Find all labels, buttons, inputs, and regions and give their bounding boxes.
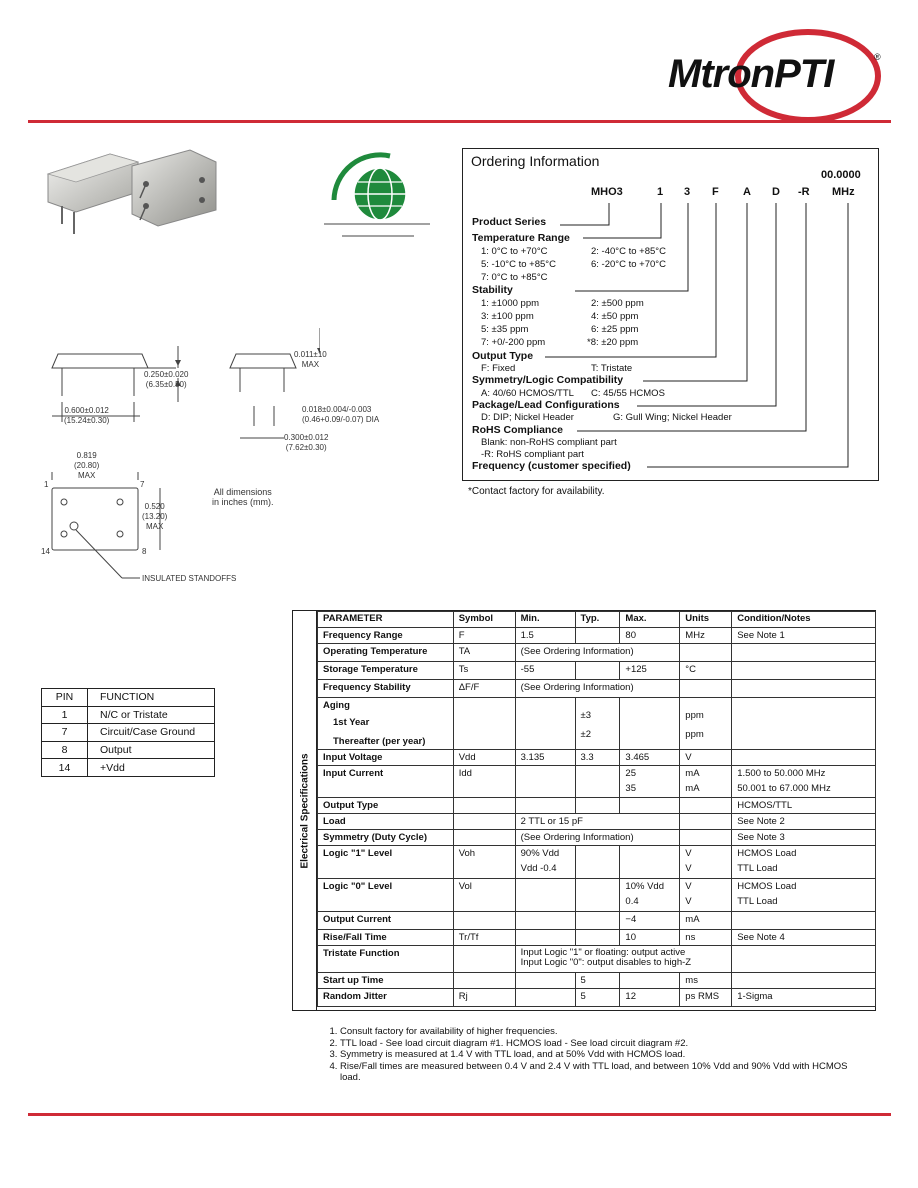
table-row (318, 946, 876, 973)
stability-option: 1: ±1000 ppm (481, 298, 540, 309)
note-item: 2. TTL load - See load circuit diagram #1. HCMOS load - See load circuit diagram #2. (340, 1038, 866, 1050)
units-value: ppm (685, 729, 704, 740)
section-output-type: Output Type (472, 350, 534, 362)
max-cell (620, 698, 680, 750)
units-note: All dimensions (213, 487, 272, 497)
max-cell: 10 (620, 930, 680, 946)
standoffs-label: INSULATED STANDOFFS (142, 574, 237, 583)
pin-label-1: 1 (44, 480, 49, 489)
symbol-cell (453, 798, 515, 814)
table-row (318, 644, 876, 662)
code-symmetry: A (743, 186, 751, 198)
units-value: ppm (685, 710, 704, 721)
notes-cell: See Note 2 (732, 814, 876, 830)
temp-option: 1: 0°C to +70°C (481, 246, 548, 257)
notes-cell: See Note 3 (732, 830, 876, 846)
column-header: Symbol (453, 612, 515, 628)
min-value: 90% Vdd (520, 848, 560, 859)
table-row (42, 724, 215, 742)
symbol-cell: Vdd (453, 750, 515, 766)
value-cell: (See Ordering Information) (515, 830, 680, 846)
brand-registered: ® (874, 52, 881, 62)
min-cell (515, 766, 575, 798)
electrical-spec-table (317, 611, 876, 1007)
dim-standoff-max: MAX (301, 360, 320, 369)
table-row (42, 759, 215, 777)
column-header: Condition/Notes (732, 612, 876, 628)
param-cell: Rise/Fall Time (318, 930, 454, 946)
units-cell (680, 814, 732, 830)
column-header: PIN (42, 689, 88, 707)
stability-option: 4: ±50 ppm (591, 311, 639, 322)
symbol-cell: Tr/Tf (453, 930, 515, 946)
aging-first-year: 1st Year (333, 717, 370, 728)
temp-option: 2: -40°C to +85°C (591, 246, 666, 257)
package-option: D: DIP; Nickel Header (481, 412, 574, 423)
param-cell (318, 698, 454, 750)
min-cell (515, 846, 575, 879)
stability-option: 6: ±25 ppm (591, 324, 639, 335)
table-row (318, 989, 876, 1007)
notes-cell (732, 912, 876, 930)
param-cell: Output Current (318, 912, 454, 930)
notes-cell (732, 846, 876, 879)
typ-cell (575, 846, 620, 879)
notes-cell (732, 946, 876, 973)
table-row (318, 930, 876, 946)
param-cell: Output Type (318, 798, 454, 814)
param-cell: Logic "0" Level (318, 879, 454, 912)
symbol-cell (453, 946, 515, 973)
max-cell: +125 (620, 662, 680, 680)
table-row (318, 879, 876, 912)
min-cell (515, 930, 575, 946)
symbol-cell (453, 814, 515, 830)
param-cell: Frequency Stability (318, 680, 454, 698)
min-cell (515, 973, 575, 989)
header-rule (28, 120, 891, 123)
pin-label-7: 7 (140, 480, 145, 489)
max-value: 25 (625, 768, 636, 779)
table-row (42, 741, 215, 759)
param-cell: Start up Time (318, 973, 454, 989)
note-item: 4. Rise/Fall times are measured between 0.4 V and 2.4 V with TTL load, and between 10% Vdd and 90% Vdd with HCMOS load. (340, 1061, 866, 1084)
code-series: MHO3 (591, 186, 623, 198)
code-unit: MHz (832, 186, 855, 198)
table-row (318, 912, 876, 930)
notes-cell (732, 680, 876, 698)
min-value: Vdd -0.4 (520, 863, 557, 874)
typ-cell (575, 930, 620, 946)
value-cell (515, 946, 732, 973)
footer-rule (28, 1113, 891, 1116)
typ-cell (575, 798, 620, 814)
dim-length-mm: (20.80) (74, 461, 100, 470)
min-cell (515, 912, 575, 930)
column-header: FUNCTION (88, 689, 215, 707)
note-value: TTL Load (737, 863, 778, 874)
dim-height-mm: (6.35±0.50) (145, 380, 187, 389)
symmetry-option: C: 45/55 HCMOS (591, 388, 665, 399)
table-row (318, 830, 876, 846)
product-photo (40, 140, 240, 240)
ordering-title: Ordering Information (471, 153, 600, 169)
symbol-cell: F (453, 628, 515, 644)
tristate-line: Input Logic "1" or floating: output active (520, 947, 686, 958)
units-value: V (685, 896, 692, 907)
units-cell: ps RMS (680, 989, 732, 1007)
stability-option: 5: ±35 ppm (481, 324, 529, 335)
typ-value: ±3 (580, 710, 591, 721)
code-package: D (772, 186, 780, 198)
dim-width: 0.520 (144, 502, 165, 511)
typ-cell: 3.3 (575, 750, 620, 766)
function-cell: +Vdd (88, 759, 215, 777)
notes-cell (732, 662, 876, 680)
note-value: 1.500 to 50.000 MHz (737, 768, 826, 779)
note-value: 50.001 to 67.000 MHz (737, 783, 831, 794)
max-cell: 12 (620, 989, 680, 1007)
spec-side-label (293, 611, 317, 1010)
column-header: PARAMETER (318, 612, 454, 628)
note-value: HCMOS Load (737, 848, 797, 859)
symbol-cell: Voh (453, 846, 515, 879)
max-cell (620, 846, 680, 879)
symbol-cell: Rj (453, 989, 515, 1007)
typ-cell (575, 879, 620, 912)
dim-height: 0.250±0.020 (144, 370, 189, 379)
units-cell: mA (680, 912, 732, 930)
section-rohs: RoHS Compliance (472, 424, 564, 436)
max-cell: 80 (620, 628, 680, 644)
min-cell: 3.135 (515, 750, 575, 766)
table-header-row (318, 612, 876, 628)
section-symmetry: Symmetry/Logic Compatibility (472, 374, 624, 386)
units-cell: V (680, 750, 732, 766)
units-cell (680, 798, 732, 814)
typ-cell (575, 628, 620, 644)
temp-option: 7: 0°C to +85°C (481, 272, 548, 283)
notes-cell (732, 973, 876, 989)
pin-cell: 14 (42, 759, 88, 777)
units-value: mA (685, 768, 700, 779)
table-row (318, 814, 876, 830)
units-cell (680, 830, 732, 846)
function-cell: Output (88, 741, 215, 759)
table-row (42, 706, 215, 724)
max-cell: −4 (620, 912, 680, 930)
pin-cell: 8 (42, 741, 88, 759)
stability-option: 2: ±500 ppm (591, 298, 644, 309)
max-value: 35 (625, 783, 636, 794)
units-cell: °C (680, 662, 732, 680)
value-cell: (See Ordering Information) (515, 644, 680, 662)
note-item: 1. Consult factory for availability of higher frequencies. (340, 1026, 866, 1038)
ordering-information-box (462, 148, 879, 481)
section-frequency: Frequency (customer specified) (472, 460, 631, 472)
table-row (318, 662, 876, 680)
ordering-frequency-example: 00.0000 (821, 169, 861, 181)
symbol-cell (453, 698, 515, 750)
dim-length: 0.819 (76, 451, 97, 460)
pin-label-14: 14 (41, 547, 50, 556)
table-row (318, 698, 876, 750)
function-cell: N/C or Tristate (88, 706, 215, 724)
notes-cell: HCMOS/TTL (732, 798, 876, 814)
spec-side-text: Electrical Specifications (299, 753, 311, 869)
stability-option: *8: ±20 ppm (587, 337, 639, 348)
temp-option: 6: -20°C to +70°C (591, 259, 666, 270)
table-row (318, 798, 876, 814)
symmetry-option: A: 40/60 HCMOS/TTL (481, 388, 574, 399)
symbol-cell: TA (453, 644, 515, 662)
param-cell: Input Current (318, 766, 454, 798)
max-cell (620, 973, 680, 989)
table-row (318, 628, 876, 644)
code-rohs: -R (798, 186, 810, 198)
rohs-globe-icon (320, 150, 440, 245)
pin-cell: 7 (42, 724, 88, 742)
max-cell (620, 879, 680, 912)
notes-cell: See Note 1 (732, 628, 876, 644)
param-cell: Input Voltage (318, 750, 454, 766)
table-row (318, 750, 876, 766)
table-row (318, 973, 876, 989)
table-header-row (42, 689, 215, 707)
symbol-cell (453, 912, 515, 930)
table-row (318, 680, 876, 698)
tristate-line: Input Logic "0": output disables to high-Z (520, 957, 692, 968)
max-cell (620, 798, 680, 814)
section-temperature: Temperature Range (472, 232, 570, 244)
note-value: HCMOS Load (737, 881, 797, 892)
min-cell (515, 989, 575, 1007)
code-stability: 3 (684, 186, 691, 198)
column-header: Min. (515, 612, 575, 628)
units-cell (680, 766, 732, 798)
typ-cell (575, 662, 620, 680)
symbol-cell (453, 830, 515, 846)
min-cell: -55 (515, 662, 575, 680)
symbol-cell: Vol (453, 879, 515, 912)
table-row (318, 846, 876, 879)
notes-cell: 1-Sigma (732, 989, 876, 1007)
notes-cell (732, 644, 876, 662)
dim-pin-spacing: 0.600±0.012 (64, 406, 109, 415)
units-cell (680, 680, 732, 698)
units-value: mA (685, 783, 700, 794)
ordering-footnote: *Contact factory for availability. (468, 486, 605, 497)
aging-thereafter: Thereafter (per year) (333, 736, 426, 747)
notes-cell (732, 750, 876, 766)
rohs-option: Blank: non-RoHS compliant part (481, 437, 617, 448)
units-note: in inches (mm). (212, 497, 274, 507)
pin-label-8: 8 (142, 547, 147, 556)
typ-value: ±2 (580, 729, 591, 740)
note-value: TTL Load (737, 896, 778, 907)
temp-option: 5: -10°C to +85°C (481, 259, 556, 270)
param-cell: Random Jitter (318, 989, 454, 1007)
code-output: F (712, 186, 719, 198)
code-temp: 1 (657, 186, 664, 198)
units-cell (680, 644, 732, 662)
param-cell: Frequency Range (318, 628, 454, 644)
dim-pin-spacing-mm: (15.24±0.30) (64, 416, 110, 425)
stability-option: 3: ±100 ppm (481, 311, 534, 322)
units-cell (680, 879, 732, 912)
typ-cell (575, 912, 620, 930)
stability-option: 7: +0/-200 ppm (481, 337, 546, 348)
column-header: Typ. (575, 612, 620, 628)
column-header: Units (680, 612, 732, 628)
dim-row-spacing-mm: (7.62±0.30) (285, 443, 327, 452)
section-product-series: Product Series (472, 216, 547, 228)
min-cell (515, 798, 575, 814)
units-value: V (685, 848, 692, 859)
table-row (318, 766, 876, 798)
rohs-option: -R: RoHS compliant part (481, 449, 584, 460)
notes-cell (732, 766, 876, 798)
max-value: 0.4 (625, 896, 639, 907)
column-header: Max. (620, 612, 680, 628)
dim-width-mm: (13.20) (142, 512, 168, 521)
units-cell (680, 698, 732, 750)
param-cell: Load (318, 814, 454, 830)
section-package: Package/Lead Configurations (472, 399, 620, 411)
value-cell: 2 TTL or 15 pF (515, 814, 680, 830)
param-cell: Storage Temperature (318, 662, 454, 680)
symbol-cell: Ts (453, 662, 515, 680)
param-cell: Symmetry (Duty Cycle) (318, 830, 454, 846)
units-cell (680, 846, 732, 879)
notes-cell (732, 879, 876, 912)
value-cell: (See Ordering Information) (515, 680, 680, 698)
units-cell: ms (680, 973, 732, 989)
aging-label: Aging (323, 700, 350, 711)
pin-cell: 1 (42, 706, 88, 724)
spec-notes (326, 1026, 866, 1084)
brand-name: MtronPTI (668, 52, 834, 96)
dim-lead-dia-mm: (0.46+0.09/-0.07) DIA (302, 415, 380, 424)
pin-function-table (41, 688, 215, 777)
section-stability: Stability (472, 284, 513, 296)
output-option: F: Fixed (481, 363, 516, 374)
output-option: T: Tristate (591, 363, 633, 374)
symbol-cell (453, 973, 515, 989)
electrical-spec-block (292, 610, 876, 1011)
typ-cell (575, 698, 620, 750)
param-cell: Logic "1" Level (318, 846, 454, 879)
symbol-cell: ΔF/F (453, 680, 515, 698)
typ-cell: 5 (575, 973, 620, 989)
dim-length-max: MAX (78, 471, 96, 480)
min-cell (515, 879, 575, 912)
dim-width-max: MAX (146, 522, 164, 531)
brand-logo (666, 24, 886, 124)
function-cell: Circuit/Case Ground (88, 724, 215, 742)
param-cell: Tristate Function (318, 946, 454, 973)
dim-lead-dia: 0.018±0.004/-0.003 (302, 405, 372, 414)
typ-cell: 5 (575, 989, 620, 1007)
typ-cell (575, 766, 620, 798)
notes-cell (732, 698, 876, 750)
note-item: 3. Symmetry is measured at 1.4 V with TTL load, and at 50% Vdd with HCMOS load. (340, 1049, 866, 1061)
package-option: G: Gull Wing; Nickel Header (613, 412, 732, 423)
dim-row-spacing: 0.300±0.012 (284, 433, 329, 442)
max-cell (620, 766, 680, 798)
max-cell: 3.465 (620, 750, 680, 766)
units-value: V (685, 881, 692, 892)
notes-cell: See Note 4 (732, 930, 876, 946)
param-cell: Operating Temperature (318, 644, 454, 662)
units-cell: ns (680, 930, 732, 946)
symbol-cell: Idd (453, 766, 515, 798)
units-cell: MHz (680, 628, 732, 644)
units-value: V (685, 863, 692, 874)
min-cell (515, 698, 575, 750)
max-value: 10% Vdd (625, 881, 664, 892)
dim-standoff: 0.011±10 (294, 350, 327, 359)
min-cell: 1.5 (515, 628, 575, 644)
